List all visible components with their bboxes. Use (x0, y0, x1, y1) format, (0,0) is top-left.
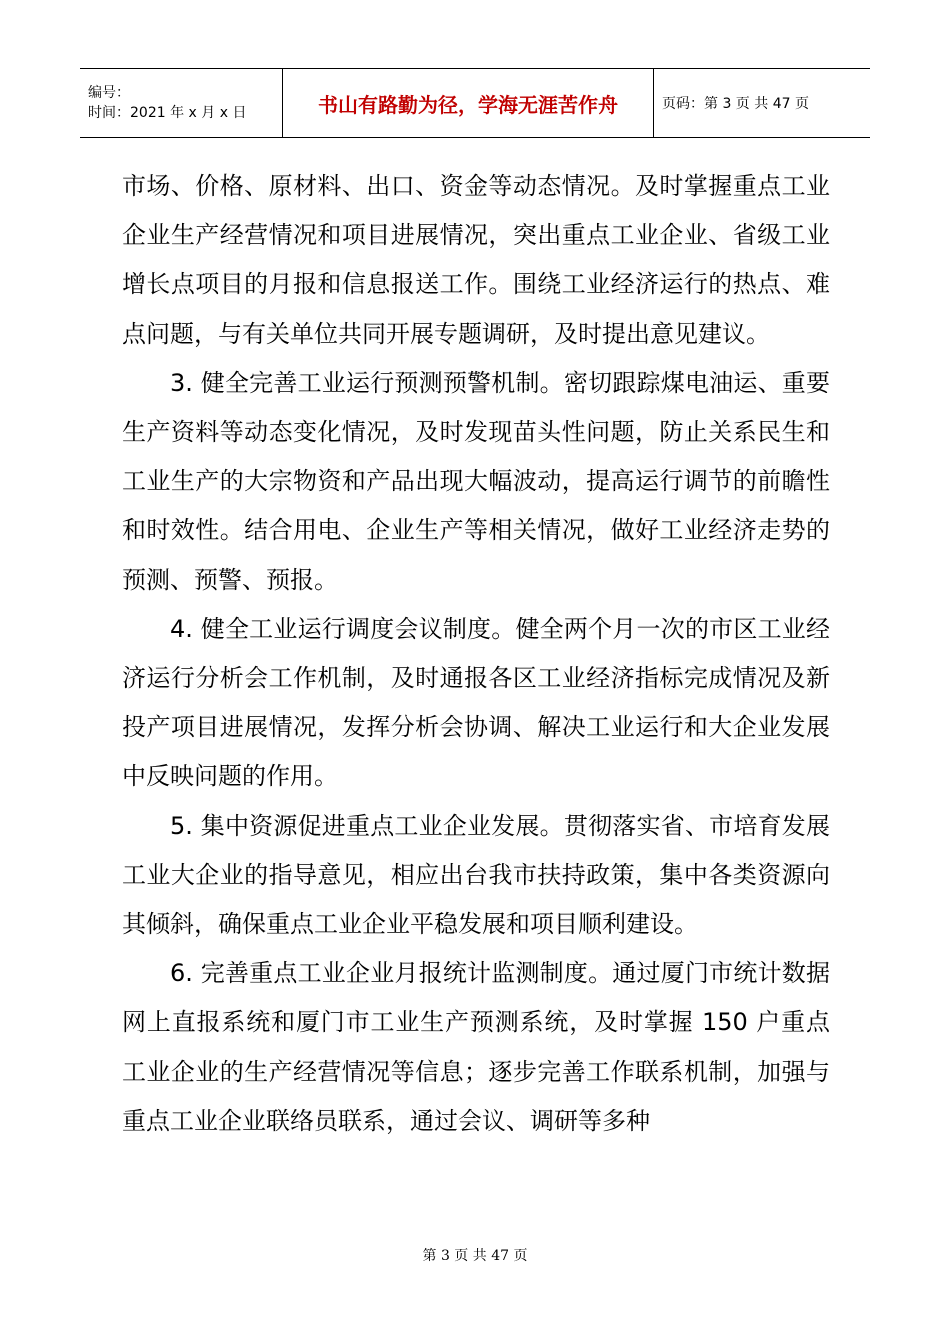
header-page-label: 页码：第 3 页 共 47 页 (662, 96, 809, 112)
header-table (80, 68, 870, 138)
header-motto: 书山有路勤为径，学海无涯苦作舟 (318, 92, 618, 117)
paragraph-continuation: 市场、价格、原材料、出口、资金等动态情况。及时掌握重点工业企业生产经营情况和项目进展情况，突出重点工业企业、省级工业增长点项目的月报和信息报送工作。围绕工业经济运行的热点、难点问题，与有关单位共同开展专题调研，及时提出意见建议。 (122, 172, 830, 348)
document-time-label: 时间：2021 年 x 月 x 日 (88, 105, 247, 121)
paragraph-item-6: 6. 完善重点工业企业月报统计监测制度。通过厦门市统计数据网上直报系统和厦门市工业生产预测系统，及时掌握 150 户重点工业企业的生产经营情况等信息；逐步完善工作联系机制，加强与重点工业企业联络员联系，通过会议、调研等多种 (122, 959, 830, 1135)
paragraph-item-4: 4. 健全工业运行调度会议制度。健全两个月一次的市区工业经济运行分析会工作机制，及时通报各区工业经济指标完成情况及新投产项目进展情况，发挥分析会协调、解决工业运行和大企业发展中反映问题的作用。 (122, 614, 830, 791)
header-info-cell (80, 69, 282, 137)
document-body (122, 162, 830, 1146)
paragraph-item-3: 3. 健全完善工业运行预测预警机制。密切跟踪煤电油运、重要生产资料等动态变化情况，及时发现苗头性问题，防止关系民生和工业生产的大宗物资和产品出现大幅波动，提高运行调节的前瞻性和时效性。结合用电、企业生产等相关情况，做好工业经济走势的预测、预警、预报。 (122, 368, 830, 594)
header-page-cell (654, 69, 870, 137)
paragraph-item-5: 5. 集中资源促进重点工业企业发展。贯彻落实省、市培育发展工业大企业的指导意见，相应出台我市扶持政策，集中各类资源向其倾斜，确保重点工业企业平稳发展和项目顺利建设。 (122, 811, 830, 939)
document-number-label: 编号： (88, 85, 130, 101)
page-footer: 第 3 页 共 47 页 (422, 1248, 528, 1264)
header-motto-cell (282, 69, 654, 137)
